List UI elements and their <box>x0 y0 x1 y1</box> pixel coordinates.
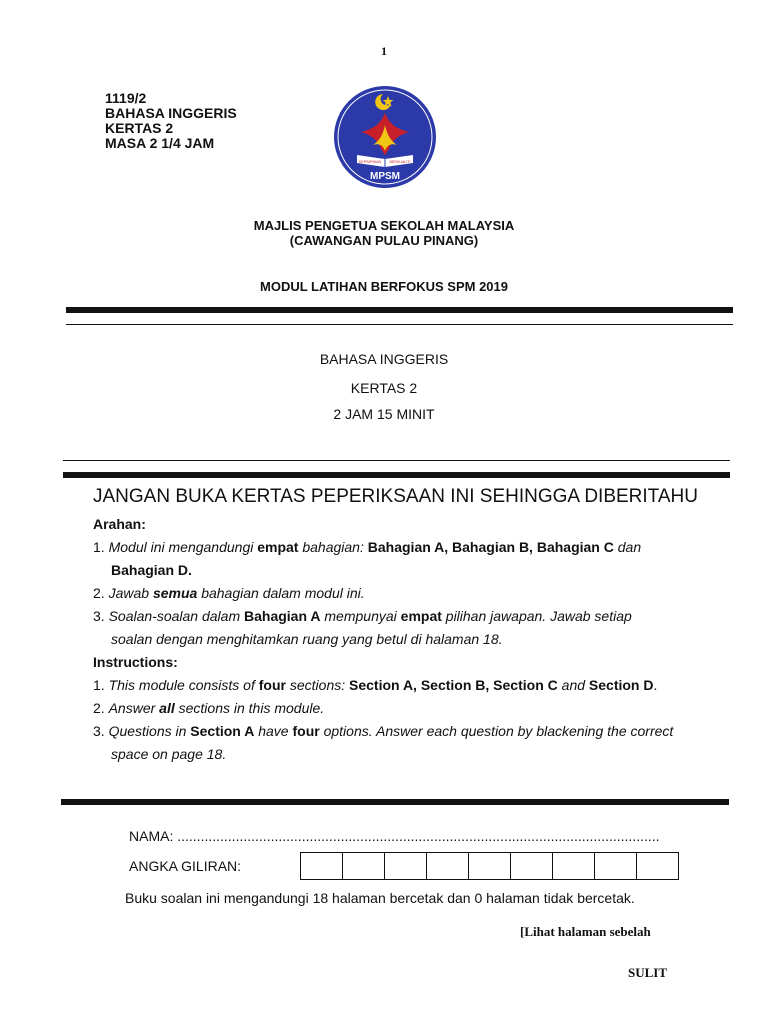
name-field[interactable]: NAMA: ............................................................................................................................ <box>129 828 660 844</box>
organisation-block <box>0 218 768 248</box>
logo-motto-left: KEPIMPINAN <box>358 160 382 164</box>
item-number: 1. <box>93 539 105 555</box>
paper-duration: 2 JAM 15 MINIT <box>333 406 435 422</box>
item-text: have <box>258 723 289 739</box>
classification-label: SULIT <box>628 965 668 980</box>
item-emphasis: empat <box>257 539 299 555</box>
arahan-item-2 <box>93 582 713 605</box>
item-text: dan <box>617 539 642 555</box>
module-title: MODUL LATIHAN BERFOKUS SPM 2019 <box>260 279 508 294</box>
item-text: options. Answer each question by blackening the correct <box>323 723 674 739</box>
item-text: Questions in <box>108 723 187 739</box>
paper-code-block <box>105 91 237 151</box>
item-text: bahagian: <box>302 539 364 555</box>
paper-subject: BAHASA INGGERIS <box>319 351 449 367</box>
item-text: Answer <box>108 700 156 716</box>
instruction-item-1 <box>93 674 713 697</box>
item-text: Modul ini mengandungi <box>108 539 254 555</box>
paper-number: KERTAS 2 <box>105 120 174 136</box>
item-punct: . <box>653 677 658 693</box>
arahan-heading: Arahan: <box>93 516 146 532</box>
candidate-number-box[interactable] <box>385 853 427 879</box>
item-text: This module consists of <box>108 677 255 693</box>
item-text: sections in this module. <box>178 700 325 716</box>
item-number: 2. <box>93 700 105 716</box>
next-page-note: [Lihat halaman sebelah <box>520 924 651 939</box>
paper-code: 1119/2 <box>105 90 147 106</box>
item-number: 3. <box>93 723 105 739</box>
candidate-number-box[interactable] <box>427 853 469 879</box>
exam-duration: MASA 2 1/4 JAM <box>105 135 215 151</box>
item-emphasis: Section D <box>588 677 654 693</box>
paper-number-center: KERTAS 2 <box>350 380 418 396</box>
divider-thin <box>63 460 730 461</box>
divider-thin <box>66 324 733 325</box>
item-emphasis: empat <box>400 608 442 624</box>
item-text: Soalan-soalan dalam <box>108 608 241 624</box>
instruction-item-3-cont <box>93 743 713 766</box>
item-text: soalan dengan menghitamkan ruang yang betul di halaman 18. <box>111 631 503 647</box>
divider-thick <box>66 307 733 313</box>
divider-thick <box>63 472 730 478</box>
item-emphasis: Bahagian A, Bahagian B, Bahagian C <box>367 539 614 555</box>
item-emphasis: Section A <box>190 723 255 739</box>
item-text: sections: <box>289 677 346 693</box>
item-emphasis: Bahagian A <box>244 608 321 624</box>
page-number: 1 <box>381 44 387 58</box>
organisation-branch: (CAWANGAN PULAU PINANG) <box>289 233 479 248</box>
logo-motto-right: BERKUALITI <box>389 160 411 164</box>
candidate-number-label: ANGKA GILIRAN: <box>129 858 242 874</box>
instructions-heading: Instructions: <box>93 654 178 670</box>
item-emphasis: Section A, Section B, Section C <box>349 677 558 693</box>
instruction-item-3 <box>93 720 713 743</box>
candidate-number-box[interactable] <box>553 853 595 879</box>
arahan-item-1-cont <box>93 559 713 582</box>
candidate-number-box[interactable] <box>469 853 511 879</box>
item-text: space on page 18. <box>111 746 227 762</box>
item-emphasis: Bahagian D. <box>111 562 192 578</box>
exam-warning: JANGAN BUKA KERTAS PEPERIKSAAN INI SEHINGGA DIBERITAHU <box>93 486 698 507</box>
item-text: pilihan jawapan. Jawab setiap <box>445 608 632 624</box>
candidate-number-box[interactable] <box>301 853 343 879</box>
divider-thick <box>61 799 729 805</box>
item-emphasis: all <box>159 700 175 716</box>
candidate-number-box[interactable] <box>637 853 678 879</box>
subject-name: BAHASA INGGERIS <box>105 105 237 121</box>
logo-acronym: MPSM <box>370 171 400 182</box>
item-number: 1. <box>93 677 105 693</box>
candidate-number-box[interactable] <box>511 853 553 879</box>
item-number: 2. <box>93 585 105 601</box>
instruction-item-2 <box>93 697 713 720</box>
candidate-number-box[interactable] <box>343 853 385 879</box>
organisation-name: MAJLIS PENGETUA SEKOLAH MALAYSIA <box>253 218 515 233</box>
arahan-item-3-cont <box>93 628 713 651</box>
mpsm-logo <box>333 85 437 189</box>
item-emphasis: semua <box>152 585 198 601</box>
item-number: 3. <box>93 608 105 624</box>
page-count-note: Buku soalan ini mengandungi 18 halaman bercetak dan 0 halaman tidak bercetak. <box>125 890 635 906</box>
arahan-item-3 <box>93 605 713 628</box>
item-text: mempunyai <box>324 608 397 624</box>
item-emphasis: four <box>292 723 320 739</box>
item-text: Jawab <box>108 585 150 601</box>
candidate-number-boxes[interactable] <box>300 852 679 880</box>
candidate-number-box[interactable] <box>595 853 637 879</box>
arahan-block <box>93 513 713 766</box>
arahan-item-1 <box>93 536 713 559</box>
item-text: and <box>561 677 586 693</box>
item-emphasis: four <box>258 677 286 693</box>
item-text: bahagian dalam modul ini. <box>201 585 365 601</box>
